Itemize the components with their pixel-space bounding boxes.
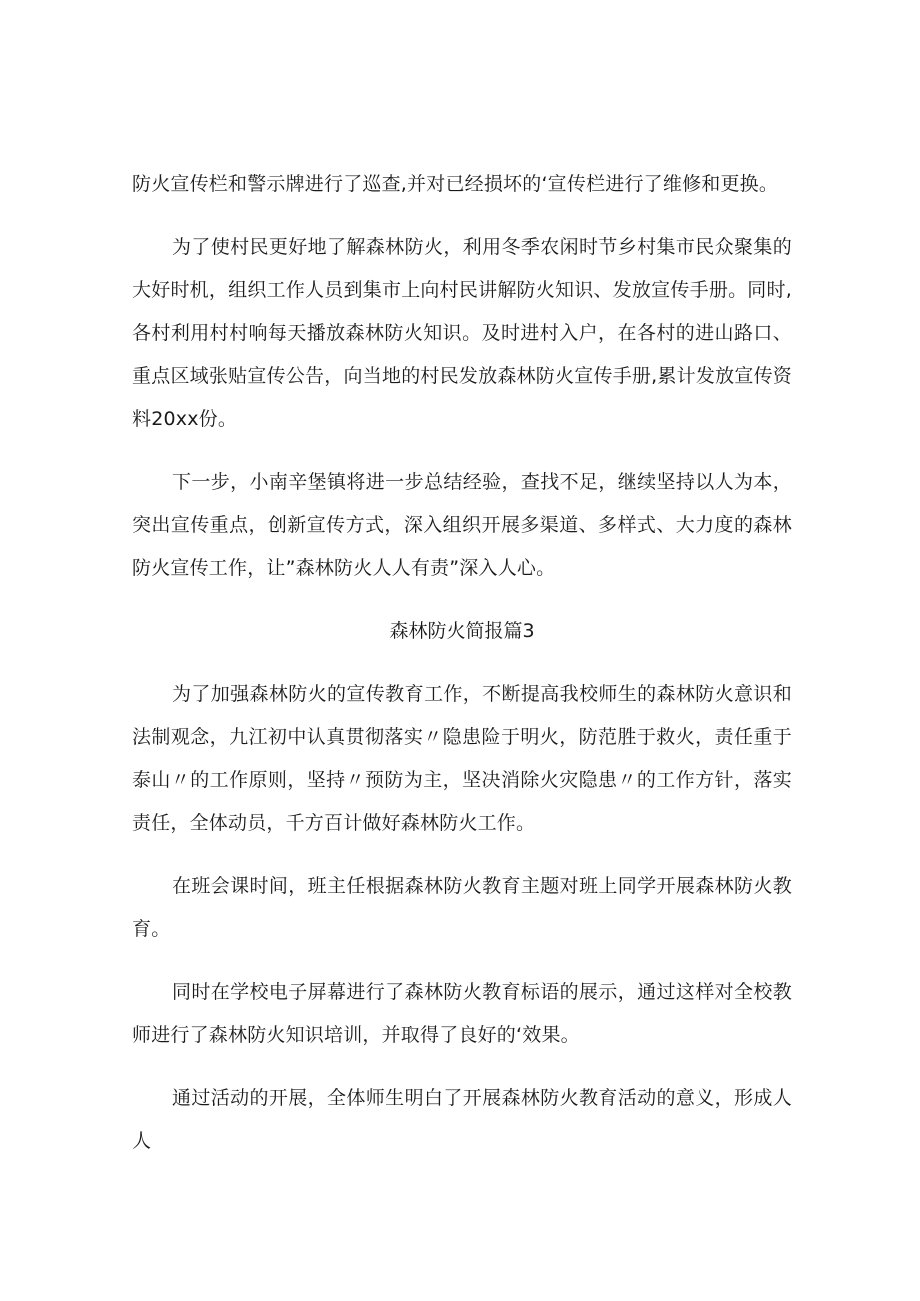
section-heading: 森林防火简报篇3 xyxy=(389,620,535,642)
paragraph-school-education: 为了加强森林防火的宣传教育工作，不断提高我校师生的森林防火意识和法制观念，九江初中认真贯彻落实〃隐患险于明火，防范胜于救火，责任重于泰山〃的工作原则，坚持〃预防为主，坚决消除火灾隐患〃的工作方针，落实责任，全体动员，千方百计做好森林防火工作。 xyxy=(132,683,792,834)
paragraph-activity-outcome: 通过活动的开展，全体师生明白了开展森林防火教育活动的意义，形成人人 xyxy=(132,1087,792,1152)
paragraph-class-meeting: 在班会课时间，班主任根据森林防火教育主题对班上同学开展森林防火教育。 xyxy=(132,875,792,940)
paragraph-village-market-outreach: 为了使村民更好地了解森林防火，利用冬季农闲时节乡村集市民众聚集的大好时机，组织工作人员到集市上向村民讲解防火知识、发放宣传手册。同时,各村利用村村响每天播放森林防火知识。及时进村入户，在各村的进山路口、重点区域张贴宣传公告，向当地的村民发放森林防火宣传手册,累计发放宣传资料20xx份。 xyxy=(132,236,792,430)
document-body xyxy=(132,163,792,1183)
paragraph-screen-display: 同时在学校电子屏幕进行了森林防火教育标语的展示，通过这样对全校教师进行了森林防火知识培训，并取得了良好的‘效果。 xyxy=(132,981,792,1046)
paragraph-fire-board-inspection: 防火宣传栏和警示牌进行了巡查,并对已经损坏的‘宣传栏进行了维修和更换。 xyxy=(132,173,779,195)
paragraph-next-steps: 下一步，小南辛堡镇将进一步总结经验，查找不足，继续坚持以人为本，突出宣传重点，创新宣传方式，深入组织开展多渠道、多样式、大力度的森林防火宣传工作，让”森林防火人人有责”深入人心。 xyxy=(132,471,792,579)
